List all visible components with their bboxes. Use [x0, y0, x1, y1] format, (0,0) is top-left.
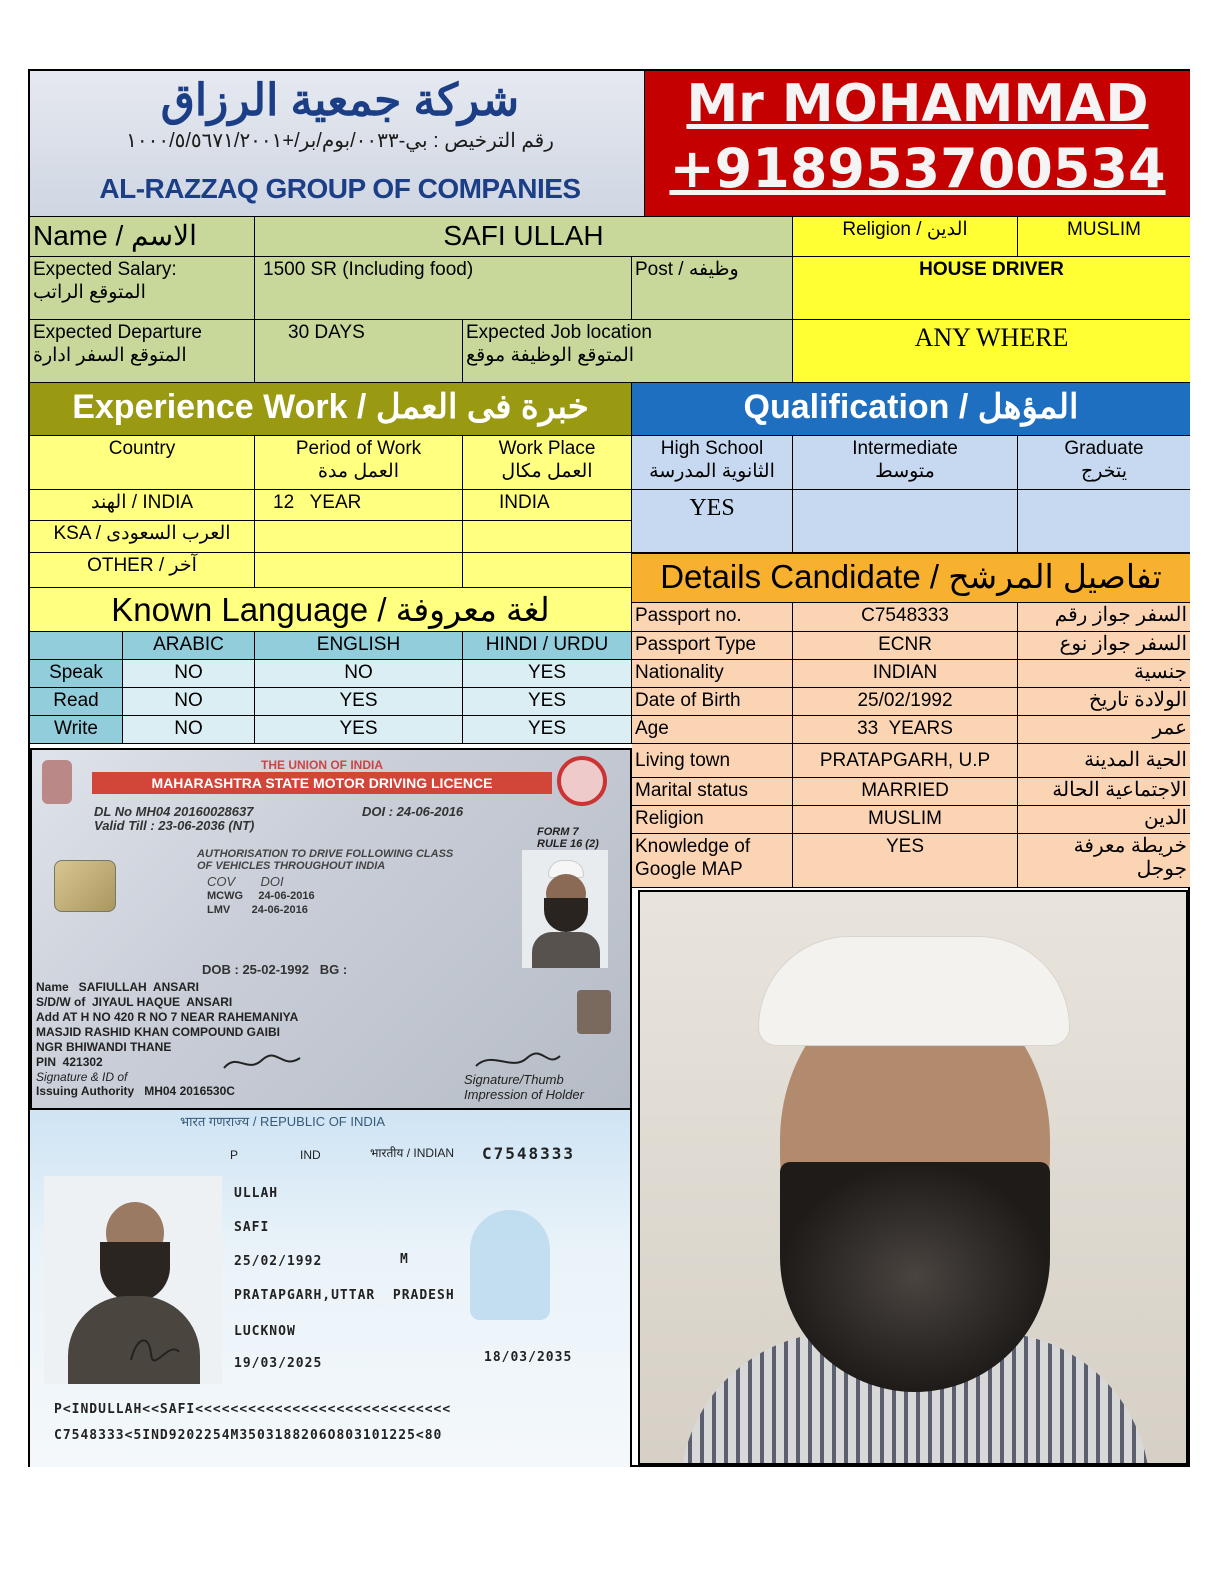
licence-holder1: Signature/Thumb [464, 1072, 564, 1087]
exp-row-period [255, 553, 463, 588]
departure-label [30, 320, 255, 383]
detail-label-ar: جنسية [1018, 660, 1190, 688]
lang-cell: YES [463, 688, 632, 716]
qualification-header: Qualification / المؤهل [632, 383, 1190, 436]
detail-label-ar: الحية المدينة [1018, 744, 1190, 778]
detail-value: MUSLIM [793, 806, 1018, 834]
passport-type: P [230, 1148, 239, 1162]
detail-value: YES [793, 834, 1018, 888]
lang-col-english: ENGLISH [255, 632, 463, 660]
detail-label: Marital status [632, 778, 793, 806]
detail-value: ECNR [793, 632, 1018, 660]
candidate-photo [638, 890, 1188, 1465]
agent-name: Mr MOHAMMAD [686, 74, 1149, 134]
qual-grad-value [1018, 490, 1190, 553]
detail-value: MARRIED [793, 778, 1018, 806]
licence-name: Name SAFIULLAH ANSARI [36, 980, 199, 994]
departure-value: 30 DAYS [255, 320, 463, 383]
qual-col-inter-en: Intermediate [852, 438, 958, 459]
licence-cov2: LMV 24-06-2016 [207, 904, 308, 916]
licence-doi: DOI : 24-06-2016 [362, 804, 464, 819]
licence-photo [522, 850, 608, 968]
salary-label-ar: المتوقع الراتب [33, 282, 146, 303]
passport-doe: 18/03/2035 [484, 1350, 573, 1365]
salary-label-en: Expected Salary: [33, 259, 177, 280]
licence-title: MAHARASHTRA STATE MOTOR DRIVING LICENCE [92, 772, 552, 794]
passport-doi: 19/03/2025 [234, 1356, 323, 1371]
qual-col-grad-en: Graduate [1064, 438, 1144, 459]
licence-form: FORM 7 [537, 826, 579, 838]
licence-mini-photo [577, 990, 611, 1034]
detail-label-ar: السفر جواز نوع [1018, 632, 1190, 660]
qual-col-grad-ar: يتخرج [1080, 461, 1128, 482]
licence-pin: PIN 421302 [36, 1055, 103, 1069]
passport-poi: LUCKNOW [234, 1324, 296, 1339]
detail-label: Knowledge of Google MAP [632, 834, 793, 888]
detail-label-ar: الدين [1018, 806, 1190, 834]
detail-label: Nationality [632, 660, 793, 688]
passport-dob: 25/02/1992 [234, 1254, 323, 1269]
lang-row-label: Speak [30, 660, 123, 688]
biodata-sheet [28, 69, 1190, 1467]
lang-col-arabic: ARABIC [123, 632, 255, 660]
language-header: Known Language / لغة معروفة [30, 588, 632, 632]
exp-col-country: Country [30, 436, 255, 490]
name-label: Name / الاسم [30, 217, 255, 257]
licence-cov1: MCWG 24-06-2016 [207, 890, 315, 902]
lang-cell: NO [123, 716, 255, 744]
licence-address2: MASJID RASHID KHAN COMPOUND GAIBI [36, 1025, 281, 1039]
passport-photo-beard [100, 1242, 170, 1302]
lang-col-hindi-urdu: HINDI / URDU [463, 632, 632, 660]
qual-col-high-en: High School [660, 438, 764, 459]
passport-code: IND [300, 1148, 321, 1162]
logo-arabic: شركة جمعية الرزاق [160, 76, 520, 125]
detail-label-ar: خريطة معرفة جوجل [1018, 834, 1190, 888]
lang-cell: YES [463, 716, 632, 744]
passport-pob: PRATAPGARH,UTTAR PRADESH [234, 1288, 455, 1303]
detail-value: INDIAN [793, 660, 1018, 688]
lang-col-blank [30, 632, 123, 660]
licence-union: THE UNION OF INDIA [261, 758, 383, 772]
detail-value: C7548333 [793, 603, 1018, 632]
passport-image [30, 1110, 632, 1467]
passport-ghost-photo [470, 1210, 550, 1320]
licence-valid: Valid Till : 23-06-2036 (NT) [94, 818, 255, 833]
exp-row-country: الهند / INDIA [30, 490, 255, 521]
exp-row-period [255, 521, 463, 553]
exp-row-country: KSA / العرب السعودى [30, 521, 255, 553]
lang-row-label: Read [30, 688, 123, 716]
licence-auth1: AUTHORISATION TO DRIVE FOLLOWING CLASS [197, 848, 454, 860]
religion-label: Religion / الدين [793, 217, 1018, 257]
lang-cell: NO [123, 660, 255, 688]
qual-col-intermediate [793, 436, 1018, 490]
licence-photo-beard [544, 898, 588, 932]
detail-value: 33 YEARS [793, 716, 1018, 744]
lang-cell: YES [255, 688, 463, 716]
detail-label: Living town [632, 744, 793, 778]
licence-rule: RULE 16 (2) [537, 838, 599, 850]
exp-col-period-ar: العمل مدة [318, 461, 399, 482]
post-label: Post / وظيفه [632, 257, 793, 320]
licence-dob: DOB : 25-02-1992 BG : [202, 962, 348, 977]
passport-nationality: भारतीय / INDIAN [370, 1146, 455, 1160]
passport-surname: ULLAH [234, 1186, 279, 1201]
detail-label: Religion [632, 806, 793, 834]
lang-cell: NO [123, 688, 255, 716]
job-location-label-en: Expected Job location [466, 322, 652, 343]
agent-contact-box [645, 71, 1190, 217]
licence-seal-icon [557, 756, 607, 806]
lang-row-label: Write [30, 716, 123, 744]
passport-sex: M [400, 1252, 408, 1267]
job-location-label [463, 320, 793, 383]
licence-issuing: Issuing Authority MH04 2016530C [36, 1084, 235, 1098]
licence-emblem-icon [42, 760, 72, 804]
driving-licence-image [30, 748, 632, 1110]
license-line: رقم الترخيص : بي-٠٠٣٣/بوم/بر/+١٠٠٠/٥/٥٦٧١/٢٠٠١ [126, 130, 554, 152]
name-value: SAFI ULLAH [255, 217, 793, 257]
licence-sig-auth: Signature & ID of [36, 1070, 128, 1084]
passport-republic: भारत गणराज्य / REPUBLIC OF INDIA [180, 1114, 386, 1129]
company-logo [30, 71, 645, 217]
salary-label [30, 257, 255, 320]
logo-english: AL-RAZZAQ GROUP OF COMPANIES [99, 173, 581, 204]
details-header: Details Candidate / تفاصيل المرشح [632, 553, 1190, 603]
exp-col-place [463, 436, 632, 490]
passport-number: C7548333 [482, 1144, 576, 1163]
licence-sdw: S/D/W of JIYAUL HAQUE ANSARI [36, 995, 233, 1009]
detail-value: 25/02/1992 [793, 688, 1018, 716]
qual-high-value: YES [632, 490, 793, 553]
detail-label-ar: الولادة تاريخ [1018, 688, 1190, 716]
departure-label-ar: المتوقع السفر ادارة [33, 345, 187, 366]
departure-label-en: Expected Departure [33, 322, 202, 343]
detail-label: Passport no. [632, 603, 793, 632]
licence-cov-head: COV DOI [207, 874, 284, 889]
exp-col-place-en: Work Place [498, 438, 596, 459]
passport-signature-icon [125, 1330, 185, 1370]
passport-mrz1: P<INDULLAH<<SAFI<<<<<<<<<<<<<<<<<<<<<<<<<<<<< [54, 1402, 452, 1417]
exp-col-place-ar: العمل مكال [501, 461, 593, 482]
religion-value: MUSLIM [1018, 217, 1190, 257]
exp-row-country: OTHER / آخر [30, 553, 255, 588]
job-location-label-ar: المتوقع الوظيفة موقع [466, 345, 635, 366]
job-location-value: ANY WHERE [793, 320, 1190, 383]
salary-value: 1500 SR (Including food) [255, 257, 632, 320]
exp-col-period-en: Period of Work [295, 438, 422, 459]
experience-header: Experience Work / خبرة فى العمل [30, 383, 632, 436]
exp-row-place: INDIA [463, 490, 632, 521]
detail-label: Passport Type [632, 632, 793, 660]
licence-signature-icon [222, 1050, 302, 1076]
licence-thumb-icon [472, 1046, 562, 1074]
detail-label: Age [632, 716, 793, 744]
detail-value: PRATAPGARH, U.P [793, 744, 1018, 778]
licence-chip-icon [54, 860, 116, 912]
lang-cell: YES [463, 660, 632, 688]
licence-holder2: Impression of Holder [464, 1087, 584, 1102]
licence-auth2: OF VEHICLES THROUGHOUT INDIA [197, 860, 386, 872]
detail-label-ar: عمر [1018, 716, 1190, 744]
licence-address1: Add AT H NO 420 R NO 7 NEAR RAHEMANIYA [36, 1010, 299, 1024]
detail-label-ar: الاجتماعية الحالة [1018, 778, 1190, 806]
exp-row-place [463, 553, 632, 588]
exp-row-period: 12 YEAR [255, 490, 463, 521]
agent-phone: +918953700534 [669, 137, 1166, 200]
licence-address3: NGR BHIWANDI THANE [36, 1040, 172, 1054]
post-value: HOUSE DRIVER [793, 257, 1190, 320]
licence-dl-no: DL No MH04 20160028637 [94, 804, 254, 819]
qual-col-inter-ar: متوسط [875, 461, 935, 482]
detail-label: Date of Birth [632, 688, 793, 716]
photo-cap [758, 936, 1070, 1046]
qual-col-high-ar: الثانوية المدرسة [649, 461, 775, 482]
qual-inter-value [793, 490, 1018, 553]
lang-cell: YES [255, 716, 463, 744]
passport-given: SAFI [234, 1220, 270, 1235]
exp-col-period [255, 436, 463, 490]
licence-photo-body [532, 932, 600, 968]
exp-row-place [463, 521, 632, 553]
qual-col-high-school [632, 436, 793, 490]
lang-cell: NO [255, 660, 463, 688]
detail-label-ar: السفر جواز رقم [1018, 603, 1190, 632]
passport-mrz2: C7548333<5IND9202254M3503188206O803101225<80 [54, 1428, 443, 1443]
qual-col-graduate [1018, 436, 1190, 490]
